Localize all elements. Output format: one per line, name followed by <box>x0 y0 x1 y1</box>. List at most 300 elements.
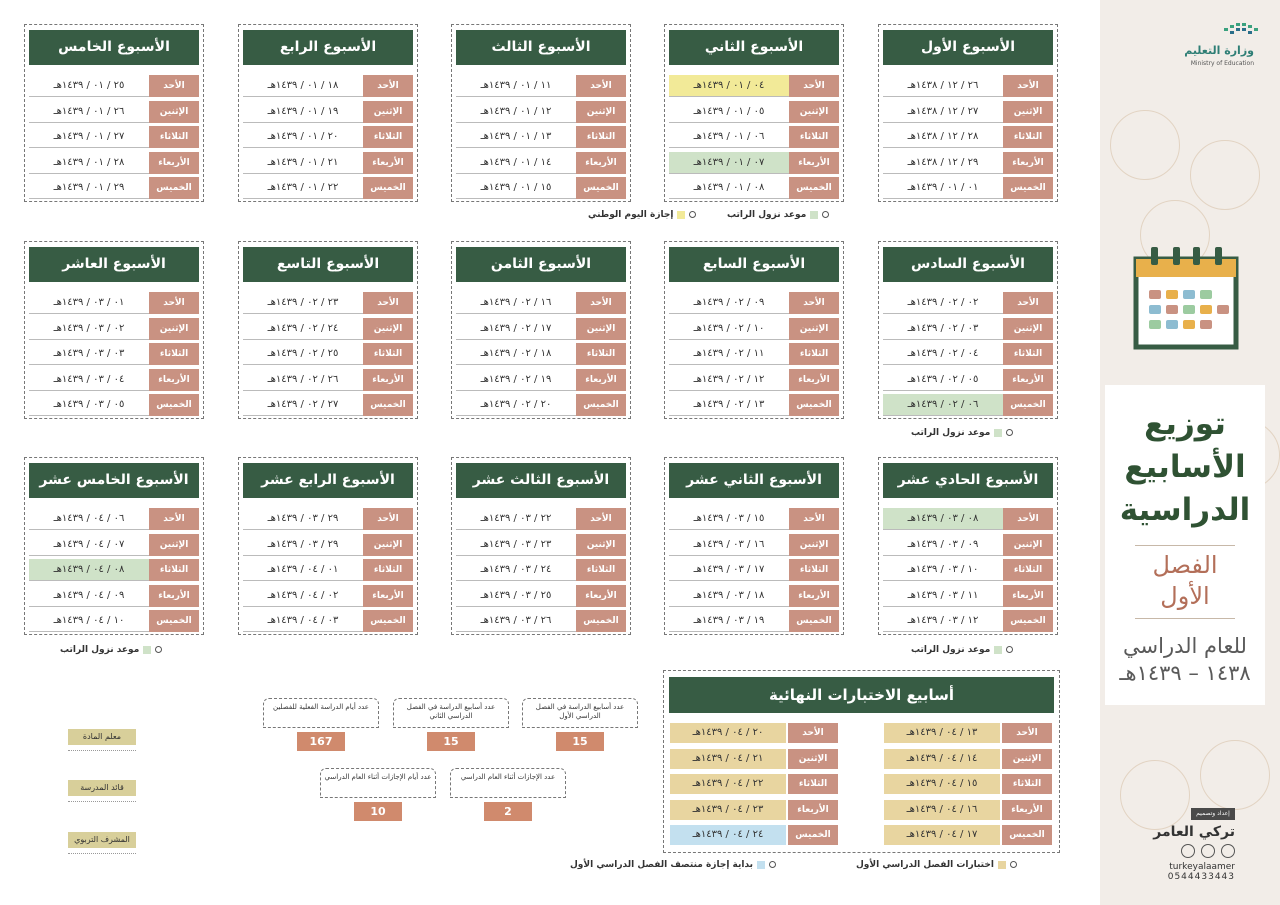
row-divider <box>29 339 149 340</box>
date-cell: ١٦ / ٠٤ / ١٤٣٩هـ <box>884 800 1000 820</box>
snapchat-icon <box>1181 844 1195 858</box>
day-row <box>456 318 626 340</box>
day-row <box>883 369 1053 391</box>
row-divider <box>29 390 149 391</box>
day-label: الإثنين <box>363 101 413 123</box>
date-cell: ٢٤ / ٠٤ / ١٤٣٩هـ <box>670 825 786 845</box>
row-divider <box>29 122 149 123</box>
legend-label: موعد نزول الراتب <box>911 428 991 438</box>
day-label: الثلاثاء <box>363 126 413 148</box>
day-label: الإثنين <box>576 534 626 556</box>
date-cell: ١١ / ٠١ / ١٤٣٩هـ <box>480 80 552 91</box>
week-title: الأسبوع الرابع <box>243 30 413 65</box>
day-label: الثلاثاء <box>789 126 839 148</box>
week-title: الأسبوع الخامس عشر <box>29 463 199 498</box>
date-cell: ٠١ / ٠٣ / ١٤٣٩هـ <box>53 297 125 308</box>
week-card <box>664 241 844 419</box>
row-divider <box>669 364 789 365</box>
day-row <box>456 369 626 391</box>
day-row <box>456 101 626 123</box>
day-label: الثلاثاء <box>788 774 838 794</box>
exam-row <box>884 749 1052 769</box>
day-row <box>243 369 413 391</box>
date-cell: ١٢ / ٠٢ / ١٤٣٩هـ <box>693 373 765 385</box>
exam-row <box>670 723 838 743</box>
day-label: الخميس <box>1003 610 1053 632</box>
day-row <box>669 559 839 581</box>
date-cell: ١٩ / ٠٣ / ١٤٣٩هـ <box>693 615 765 626</box>
day-label: الثلاثاء <box>576 559 626 581</box>
legend-label: موعد نزول الراتب <box>911 645 991 655</box>
day-row <box>883 610 1053 632</box>
day-row <box>29 343 199 365</box>
row-divider <box>29 313 149 314</box>
stat-label: عدد أيام الإجازات أثناء العام الدراسي <box>320 768 436 798</box>
day-label: الأربعاء <box>149 585 199 607</box>
week-card <box>238 457 418 635</box>
date-cell: ٠١ / ٠٤ / ١٤٣٩هـ <box>267 564 339 575</box>
day-row <box>669 292 839 314</box>
day-label: الأحد <box>788 723 838 743</box>
signature-line <box>68 750 136 751</box>
row-divider <box>29 529 149 530</box>
date-cell: ٢٦ / ٠٢ / ١٤٣٩هـ <box>267 373 339 385</box>
exam-row <box>670 749 838 769</box>
day-row <box>883 559 1053 581</box>
day-row <box>29 126 199 148</box>
row-divider <box>456 147 576 148</box>
date-cell: ٠٤ / ٠١ / ١٤٣٩هـ <box>669 75 789 97</box>
day-row <box>669 585 839 607</box>
date-cell: ١٩ / ٠١ / ١٤٣٩هـ <box>267 105 339 117</box>
week-card <box>451 457 631 635</box>
week-card <box>238 241 418 419</box>
date-cell: ١٧ / ٠٣ / ١٤٣٩هـ <box>693 564 765 575</box>
row-divider <box>669 313 789 314</box>
day-row <box>29 369 199 391</box>
week-card <box>24 241 204 419</box>
day-row <box>456 534 626 556</box>
day-label: الإثنين <box>576 101 626 123</box>
week-card <box>451 241 631 419</box>
day-row <box>243 508 413 530</box>
day-row <box>243 292 413 314</box>
legend-label: اختبارات الفصل الدراسي الأول <box>856 860 994 870</box>
date-cell: ٢٣ / ٠٢ / ١٤٣٩هـ <box>267 297 339 308</box>
day-row <box>883 292 1053 314</box>
day-row <box>243 585 413 607</box>
date-cell: ٢٦ / ٠٣ / ١٤٣٩هـ <box>480 615 552 626</box>
date-cell: ١٥ / ٠٣ / ١٤٣٩هـ <box>693 513 765 524</box>
day-label: الأحد <box>789 292 839 314</box>
row-divider <box>29 580 149 581</box>
week-title: الأسبوع الثالث عشر <box>456 463 626 498</box>
calendar-icon <box>1133 245 1239 351</box>
day-row <box>883 343 1053 365</box>
day-row <box>883 508 1053 530</box>
row-divider <box>883 173 1003 174</box>
date-cell: ٢٥ / ٠٣ / ١٤٣٩هـ <box>480 589 552 601</box>
week-title: الأسبوع العاشر <box>29 247 199 282</box>
social-icons <box>1145 844 1235 858</box>
day-row <box>669 508 839 530</box>
day-label: الثلاثاء <box>363 559 413 581</box>
row-divider <box>456 96 576 97</box>
date-cell: ٢١ / ٠٤ / ١٤٣٩هـ <box>670 749 786 769</box>
row-divider <box>243 96 363 97</box>
day-row <box>669 534 839 556</box>
exam-row <box>670 774 838 794</box>
day-label: الأربعاء <box>1002 800 1052 820</box>
week-card <box>878 457 1058 635</box>
row-divider <box>669 339 789 340</box>
date-cell: ١٥ / ٠٤ / ١٤٣٩هـ <box>884 774 1000 794</box>
row-divider <box>456 631 576 632</box>
date-cell: ٢٦ / ٠١ / ١٤٣٩هـ <box>53 105 125 117</box>
row-divider <box>243 147 363 148</box>
date-cell: ١٠ / ٠٣ / ١٤٣٩هـ <box>907 564 979 575</box>
day-label: الأحد <box>1002 723 1052 743</box>
day-row <box>456 177 626 199</box>
date-cell: ١٣ / ٠١ / ١٤٣٩هـ <box>480 131 552 142</box>
date-cell: ٢٥ / ٠٢ / ١٤٣٩هـ <box>267 348 339 359</box>
stat-label: عدد الإجازات أثناء العام الدراسي <box>450 768 566 798</box>
row-divider <box>456 606 576 607</box>
date-cell: ٢٣ / ٠٣ / ١٤٣٩هـ <box>480 538 552 550</box>
row-divider <box>883 580 1003 581</box>
week-title: الأسبوع الثاني <box>669 30 839 65</box>
legend-break-start <box>570 860 776 870</box>
day-label: الأربعاء <box>149 152 199 174</box>
day-row <box>29 75 199 97</box>
date-cell: ٠٤ / ٠٢ / ١٤٣٩هـ <box>907 348 979 359</box>
row-divider <box>456 529 576 530</box>
day-label: الإثنين <box>363 534 413 556</box>
day-row <box>456 152 626 174</box>
day-row <box>883 177 1053 199</box>
day-label: الأحد <box>149 292 199 314</box>
date-cell: ٠٤ / ٠٣ / ١٤٣٩هـ <box>53 373 125 385</box>
row-divider <box>29 606 149 607</box>
day-label: الأحد <box>576 292 626 314</box>
legend-label: موعد نزول الراتب <box>727 210 807 220</box>
row-divider <box>883 529 1003 530</box>
row-divider <box>883 96 1003 97</box>
day-label: الأربعاء <box>363 369 413 391</box>
day-row <box>243 343 413 365</box>
day-row <box>883 318 1053 340</box>
row-divider <box>29 96 149 97</box>
day-label: الثلاثاء <box>363 343 413 365</box>
date-cell: ٢٧ / ١٢ / ١٤٣٨هـ <box>907 105 979 117</box>
legend-label: بداية إجازة منتصف الفصل الدراسي الأول <box>570 860 754 870</box>
date-cell: ٢٠ / ٠٢ / ١٤٣٩هـ <box>480 399 552 410</box>
day-label: الأربعاء <box>788 800 838 820</box>
signature-principal: قائد المدرسة <box>68 780 136 796</box>
row-divider <box>29 364 149 365</box>
day-label: الثلاثاء <box>149 126 199 148</box>
stat-value: 10 <box>354 802 402 821</box>
date-cell: ٢٧ / ٠١ / ١٤٣٩هـ <box>53 131 125 142</box>
day-label: الثلاثاء <box>789 343 839 365</box>
day-label: الخميس <box>149 394 199 416</box>
semester-line-2: الأول <box>1160 582 1210 610</box>
row-divider <box>669 555 789 556</box>
date-cell: ١٨ / ٠١ / ١٤٣٩هـ <box>267 80 339 91</box>
date-cell: ١٦ / ٠٣ / ١٤٣٩هـ <box>693 538 765 550</box>
row-divider <box>243 555 363 556</box>
legend-salary <box>911 645 1013 655</box>
row-divider <box>669 529 789 530</box>
date-cell: ١٣ / ٠٤ / ١٤٣٩هـ <box>884 723 1000 743</box>
row-divider <box>243 313 363 314</box>
row-divider <box>243 173 363 174</box>
week-title: الأسبوع السابع <box>669 247 839 282</box>
day-label: الأحد <box>363 508 413 530</box>
date-cell: ٠٣ / ٠٤ / ١٤٣٩هـ <box>267 615 339 626</box>
date-cell: ٠٦ / ٠٤ / ١٤٣٩هـ <box>53 513 125 524</box>
main-title <box>1105 403 1265 532</box>
day-row <box>243 394 413 416</box>
row-divider <box>456 415 576 416</box>
date-cell: ١٤ / ٠١ / ١٤٣٩هـ <box>480 156 552 168</box>
date-cell: ٠٥ / ٠١ / ١٤٣٩هـ <box>693 105 765 117</box>
signature-teacher: معلم المادة <box>68 729 136 745</box>
day-label: الأربعاء <box>576 585 626 607</box>
row-divider <box>883 390 1003 391</box>
day-row <box>669 126 839 148</box>
day-row <box>243 152 413 174</box>
day-row <box>29 610 199 632</box>
day-label: الأحد <box>576 508 626 530</box>
row-divider <box>456 173 576 174</box>
day-row <box>883 534 1053 556</box>
row-divider <box>883 606 1003 607</box>
row-divider <box>243 122 363 123</box>
week-card <box>24 457 204 635</box>
row-divider <box>669 122 789 123</box>
row-divider <box>669 631 789 632</box>
date-cell: ١٤ / ٠٤ / ١٤٣٩هـ <box>884 749 1000 769</box>
day-label: الخميس <box>363 610 413 632</box>
day-label: الأربعاء <box>576 369 626 391</box>
day-row <box>883 101 1053 123</box>
day-label: الخميس <box>1002 825 1052 845</box>
date-cell: ١٢ / ٠١ / ١٤٣٩هـ <box>480 105 552 117</box>
date-cell: ٢٨ / ١٢ / ١٤٣٨هـ <box>907 131 979 142</box>
stat-value: 15 <box>556 732 604 751</box>
exam-row <box>884 800 1052 820</box>
legend-salary <box>60 645 162 655</box>
day-label: الأحد <box>1003 292 1053 314</box>
day-row <box>456 585 626 607</box>
day-label: الثلاثاء <box>576 343 626 365</box>
row-divider <box>456 122 576 123</box>
date-cell: ١١ / ٠٢ / ١٤٣٩هـ <box>693 348 765 359</box>
ministry-logo <box>1112 20 1262 75</box>
day-label: الإثنين <box>149 318 199 340</box>
date-cell: ٠٣ / ٠٣ / ١٤٣٩هـ <box>53 348 125 359</box>
date-cell: ٢٤ / ٠٢ / ١٤٣٩هـ <box>267 322 339 334</box>
legend-exams <box>856 860 1017 870</box>
year-label <box>1105 633 1265 687</box>
day-label: الإثنين <box>576 318 626 340</box>
date-cell: ١٠ / ٠٢ / ١٤٣٩هـ <box>693 322 765 334</box>
date-cell: ٢٣ / ٠٤ / ١٤٣٩هـ <box>670 800 786 820</box>
day-label: الثلاثاء <box>1003 343 1053 365</box>
day-label: الأربعاء <box>789 369 839 391</box>
day-row <box>29 534 199 556</box>
row-divider <box>669 147 789 148</box>
date-cell: ١٧ / ٠٤ / ١٤٣٩هـ <box>884 825 1000 845</box>
stat-value: 2 <box>484 802 532 821</box>
day-row <box>456 559 626 581</box>
title-line-3: الدراسية <box>1119 492 1251 528</box>
day-row <box>243 101 413 123</box>
day-row <box>883 394 1053 416</box>
date-cell: ٠٢ / ٠٤ / ١٤٣٩هـ <box>267 589 339 601</box>
row-divider <box>669 96 789 97</box>
date-cell: ٢٨ / ٠١ / ١٤٣٩هـ <box>53 156 125 168</box>
day-row <box>29 318 199 340</box>
date-cell: ١٩ / ٠٢ / ١٤٣٩هـ <box>480 373 552 385</box>
day-label: الخميس <box>363 177 413 199</box>
day-label: الخميس <box>789 177 839 199</box>
date-cell: ٢٢ / ٠٣ / ١٤٣٩هـ <box>480 513 552 524</box>
day-label: الخميس <box>789 610 839 632</box>
date-cell: ٠٨ / ٠١ / ١٤٣٩هـ <box>693 182 765 193</box>
day-label: الأحد <box>1003 75 1053 97</box>
day-row <box>29 101 199 123</box>
date-cell: ٠٩ / ٠٢ / ١٤٣٩هـ <box>693 297 765 308</box>
row-divider <box>456 580 576 581</box>
day-row <box>456 292 626 314</box>
day-label: الخميس <box>788 825 838 845</box>
day-label: الأحد <box>149 75 199 97</box>
day-row <box>243 534 413 556</box>
credit-username: turkeyalaamer <box>1169 862 1235 872</box>
exam-title: أسابيع الاختبارات النهائية <box>669 677 1054 713</box>
day-label: الأربعاء <box>1003 585 1053 607</box>
row-divider <box>883 313 1003 314</box>
week-card <box>664 457 844 635</box>
week-title: الأسبوع الرابع عشر <box>243 463 413 498</box>
week-title: الأسبوع السادس <box>883 247 1053 282</box>
row-divider <box>669 415 789 416</box>
week-card <box>878 241 1058 419</box>
date-cell: ١٣ / ٠٢ / ١٤٣٩هـ <box>693 399 765 410</box>
day-label: الأحد <box>576 75 626 97</box>
row-divider <box>456 198 576 199</box>
semester-line-1: الفصل <box>1152 551 1218 579</box>
day-label: الثلاثاء <box>149 343 199 365</box>
day-label: الأحد <box>363 292 413 314</box>
day-label: الأحد <box>1003 508 1053 530</box>
exam-row <box>670 800 838 820</box>
day-label: الأحد <box>789 508 839 530</box>
day-row <box>243 177 413 199</box>
stat-label: عدد أسابيع الدراسة في الفصل الدراسي الأول <box>522 698 638 728</box>
day-row <box>883 75 1053 97</box>
day-row <box>29 508 199 530</box>
date-cell: ١٨ / ٠٣ / ١٤٣٩هـ <box>693 589 765 601</box>
legend-salary <box>911 428 1013 438</box>
row-divider <box>456 364 576 365</box>
day-label: الخميس <box>1003 394 1053 416</box>
stat-study-days <box>263 698 379 751</box>
row-divider <box>883 122 1003 123</box>
day-row <box>456 610 626 632</box>
day-label: الأربعاء <box>1003 369 1053 391</box>
date-cell: ٠٨ / ٠٣ / ١٤٣٩هـ <box>883 508 1003 530</box>
date-cell: ٠٥ / ٠٢ / ١٤٣٩هـ <box>907 373 979 385</box>
semester-label <box>1105 550 1265 612</box>
exam-row <box>884 723 1052 743</box>
day-label: الأربعاء <box>149 369 199 391</box>
day-row <box>29 559 199 581</box>
week-title: الأسبوع الحادي عشر <box>883 463 1053 498</box>
row-divider <box>243 364 363 365</box>
row-divider <box>456 313 576 314</box>
final-exams-card <box>663 670 1060 853</box>
date-cell: ٢٦ / ١٢ / ١٤٣٨هـ <box>907 80 979 91</box>
day-label: الإثنين <box>149 101 199 123</box>
row-divider <box>243 529 363 530</box>
day-row <box>243 75 413 97</box>
year-line-2: ١٤٣٨ – ١٤٣٩هـ <box>1119 661 1251 685</box>
row-divider <box>883 415 1003 416</box>
day-label: الأربعاء <box>1003 152 1053 174</box>
week-title: الأسبوع الثاني عشر <box>669 463 839 498</box>
date-cell: ١٦ / ٠٢ / ١٤٣٩هـ <box>480 297 552 308</box>
row-divider <box>243 631 363 632</box>
row-divider <box>883 555 1003 556</box>
day-label: الأربعاء <box>789 585 839 607</box>
date-cell: ١٥ / ٠١ / ١٤٣٩هـ <box>480 182 552 193</box>
stat-weeks-sem1 <box>522 698 638 751</box>
day-row <box>669 101 839 123</box>
row-divider <box>883 364 1003 365</box>
day-label: الأربعاء <box>363 585 413 607</box>
day-row <box>29 585 199 607</box>
title-line-1: توزيع <box>1144 406 1226 442</box>
row-divider <box>29 415 149 416</box>
row-divider <box>883 631 1003 632</box>
date-cell: ٠٩ / ٠٤ / ١٤٣٩هـ <box>53 589 125 601</box>
date-cell: ٢٢ / ٠١ / ١٤٣٩هـ <box>267 182 339 193</box>
row-divider <box>29 555 149 556</box>
date-cell: ٢١ / ٠١ / ١٤٣٩هـ <box>267 156 339 168</box>
day-label: الخميس <box>789 394 839 416</box>
week-card <box>664 24 844 202</box>
date-cell: ٢٩ / ٠٣ / ١٤٣٩هـ <box>267 513 339 524</box>
date-cell: ٢٠ / ٠١ / ١٤٣٩هـ <box>267 131 339 142</box>
twitter-icon <box>1221 844 1235 858</box>
row-divider <box>243 415 363 416</box>
date-cell: ٠٢ / ٠٣ / ١٤٣٩هـ <box>53 322 125 334</box>
row-divider <box>883 147 1003 148</box>
stat-label: عدد أسابيع الدراسة في الفصل الدراسي الثاني <box>393 698 509 728</box>
day-label: الخميس <box>576 394 626 416</box>
day-row <box>669 369 839 391</box>
day-row <box>29 394 199 416</box>
day-row <box>243 559 413 581</box>
day-row <box>29 177 199 199</box>
day-label: الثلاثاء <box>576 126 626 148</box>
date-cell: ٢٤ / ٠٣ / ١٤٣٩هـ <box>480 564 552 575</box>
date-cell: ٢٠ / ٠٤ / ١٤٣٩هـ <box>670 723 786 743</box>
credit-phone: 0544433443 <box>1167 872 1235 882</box>
